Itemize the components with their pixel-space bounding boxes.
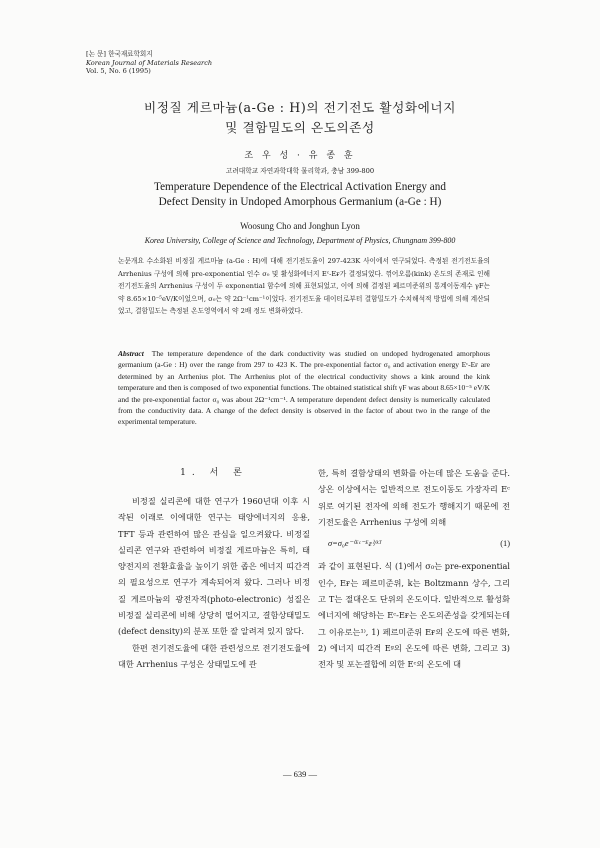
english-title-line2: Defect Density in Undoped Amorphous Germanium (a-Ge : H) bbox=[158, 196, 442, 208]
intro-paragraph-4: 과 같이 표현된다. 식 (1)에서 σ₀는 pre-exponential 인수, Eғ는 페르미준위, k는 Boltzmann 상수, 그리고 T는 절대온도 단위의 온도이다. 일반적으로 활성화에너지에 해당하는 Eᶜ-Eғ는 온도의존성을 갖게되는데 그 이유로는¹⁾, 1) 페르미준위 Eғ의 온도에 따른 변화, 2) 에너지 띠간격 Eᵍ의 온도에 따른 변화, 그리고 3) 전자 및 포논결합에 의한 Eᶜ의 온도에 대 bbox=[318, 561, 510, 670]
journal-header-english: Korean Journal of Materials Research bbox=[86, 58, 213, 67]
korean-title bbox=[80, 98, 520, 138]
equation-formula: σ=σ₀e⁻⁽ᴱᶜ⁻ᴱғ⁾/ᵏᵀ bbox=[328, 539, 382, 549]
journal-header bbox=[86, 50, 212, 76]
equation-number: (1) bbox=[500, 539, 510, 549]
journal-header-korean: [논 문] 한국재료학회지 bbox=[86, 50, 153, 58]
english-abstract bbox=[118, 348, 490, 428]
english-title-line1: Temperature Dependence of the Electrical Activation Energy and bbox=[154, 181, 446, 193]
left-column bbox=[118, 465, 310, 672]
intro-paragraph-3: 한, 특히 결함상태의 변화를 아는데 많은 도움을 준다. 상온 이상에서는 일반적으로 전도이동도 가장자리 Eᶜ 위로 여기된 전자에 의해 전도가 행해지기 때문에 전기전도율은 Arrhenius 구성에 의해 bbox=[318, 468, 510, 527]
english-affiliation: Korea University, College of Science and Technology, Department of Physics, Chungnam 399-800 bbox=[144, 236, 456, 245]
english-authors: Woosung Cho and Jonghun Lyon bbox=[240, 221, 360, 231]
intro-paragraph-2: 한편 전기전도율에 대한 관련성으로 전기전도율에 대한 Arrhenius 구성은 상태밀도에 관 bbox=[118, 642, 310, 669]
abstract-text: The temperature dependence of the dark conductivity was studied on undoped hydrogenated amorphous germanium (a-Ge : H) over the range from 297 to 423 K. The pre-exponential factor σ₀ and activation energy Eᶜ-Eғ are determined by an Arrhenius plot. The Arrhenius plot of the electrical conductivity shows a kink around the kink temperature and then is composed of two exponential functions. The obtained statistical shift γF was about 8.65×10⁻⁵ eV/K and the pre-exponential factor σ₀ was about 2Ω⁻¹cm⁻¹. A temperature dependent defect density is numerically calculated from the conductivity data. A change of the defect density is observed in the factor of about two in the range of the experimental temperature. bbox=[118, 349, 490, 427]
korean-abstract: 논문개요 수소화된 비정질 게르마늄 (a-Ge : H)에 대해 전기전도율이 297-423K 사이에서 연구되었다. 측정된 전기전도율의 Arrhenius 구성에 의해 pre-exponential 인수 σ₀ 및 활성화에너지 Eᶜ-Eғ가 결정되었다. 꺾어오름(kink) 온도의 존재로 인해 전기전도율의 Arrhenius 구성이 두 exponential 함수에 의해 표현되었고, 이에 의해 결정된 페르미준위의 통계이동계수 γF는 약 8.65×10⁻⁵eV/K이었으며, σ₀는 약 2Ω⁻¹cm⁻¹이었다. 전기전도율 데이터로부터 결함밀도가 수치해석적 방법에 의해 계산되었고, 결함밀도는 측정된 온도영역에서 약 2배 정도 변화하였다. bbox=[118, 257, 490, 316]
korean-title-line2: 및 결함밀도의 온도의존성 bbox=[225, 120, 375, 135]
intro-paragraph-1: 비정질 실리콘에 대한 연구가 1960년대 이후 시작된 이래로 이에대한 연구는 태양에너지의 응용, TFT 등과 관련하여 많은 관심을 일으켜왔다. 비정질 실리콘 연구와 관련하여 비정질 게르마늄은 특히, 태양전지의 전환효율을 높이기 위한 좁은 에너지 띠간격의 필요성으로 연구가 계속되어져 왔다. 그러나 비정질 게르마늄의 광전자적(photo-electronic) 성질은 비정질 실리콘에 비해 상당히 떨어지고, 결함상태밀도(defect density)의 분포 또한 잘 알려져 있지 않다. bbox=[118, 496, 310, 637]
english-title bbox=[60, 180, 540, 210]
section-heading-introduction: 1. 서 론 bbox=[180, 468, 248, 478]
korean-affiliation: 고려대학교 자연과학대학 물리학과, 충남 399-800 bbox=[225, 167, 375, 175]
korean-authors: 조 우 성 · 유 종 훈 bbox=[244, 151, 356, 161]
korean-title-line1: 비정질 게르마늄(a-Ge : H)의 전기전도 활성화에너지 bbox=[144, 100, 456, 115]
page-number: — 639 — bbox=[283, 769, 317, 779]
equation-1 bbox=[328, 536, 510, 552]
right-column bbox=[318, 465, 510, 673]
abstract-label: Abstract bbox=[118, 349, 144, 358]
journal-volume: Vol. 5, No. 6 (1995) bbox=[86, 67, 151, 76]
